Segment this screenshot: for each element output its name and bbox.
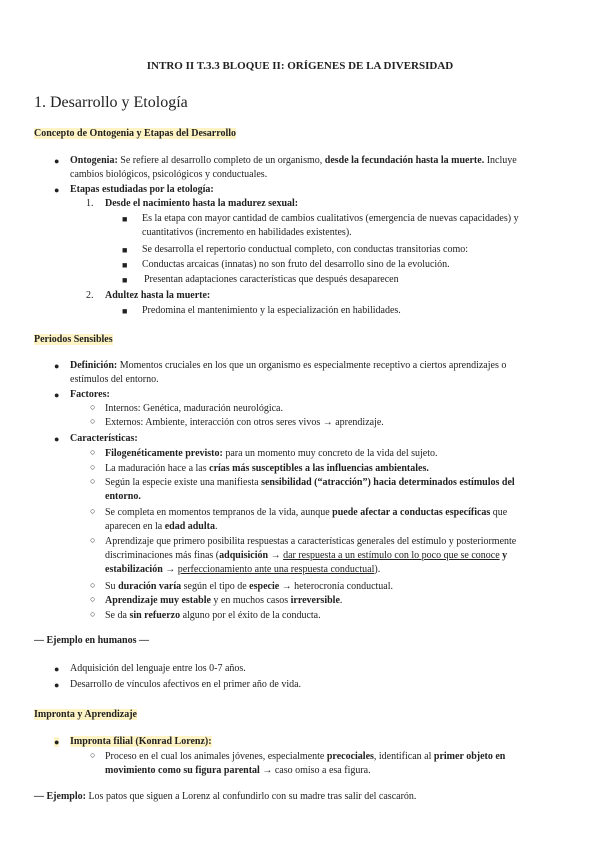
list-number: 2.	[86, 290, 94, 301]
factor-item: Internos: Genética, maduración neurológica.	[105, 403, 283, 414]
bullet-icon: ●	[54, 664, 60, 674]
ontogenia-line-2: cambios biológicos, psicológicos y conductuales.	[70, 169, 268, 180]
etapa1-item: Presentan adaptaciones características que después desaparecen	[144, 274, 399, 285]
bullet-icon: ●	[54, 185, 60, 195]
etapa1-item: Se desarrolla el repertorio conductual completo, con conductas transitorias como:	[142, 244, 469, 255]
section-heading: 1. Desarrollo y Etología	[34, 94, 188, 111]
square-bullet-icon: ■	[122, 306, 128, 316]
circle-bullet-icon: ○	[90, 506, 96, 516]
document-title: INTRO II T.3.3 BLOQUE II: ORÍGENES DE LA DIVERSIDAD	[146, 60, 454, 72]
list-number: 1.	[86, 198, 94, 209]
impronta-ejemplo: — Ejemplo: Los patos que siguen a Lorenz al confundirlo con su madre tras salir del cascarón.	[34, 791, 417, 802]
caracteristica-item-2: discriminaciones más finas (adquisición → dar respuesta a un estímulo con lo poco que se conoce y	[105, 550, 508, 561]
circle-bullet-icon: ○	[90, 609, 96, 619]
caracteristica-item-2: entorno.	[105, 491, 141, 502]
caracteristica-item: Aprendizaje que primero posibilita respuestas a características generales del estímulo y posteriormente	[105, 536, 517, 547]
caracteristica-item: Se completa en momentos tempranos de la vida, aunque puede afectar a conductas específicas que	[105, 507, 508, 518]
definicion-line-2: estímulos del entorno.	[70, 374, 159, 385]
circle-bullet-icon: ○	[90, 416, 96, 426]
caracteristica-item: Se da sin refuerzo alguno por el éxito de la conducta.	[105, 610, 321, 621]
caracteristica-item: Su duración varía según el tipo de especie → heterocronía conductual.	[105, 581, 394, 592]
square-bullet-icon: ■	[122, 245, 128, 255]
square-bullet-icon: ■	[122, 275, 128, 285]
definicion-line: Definición: Momentos cruciales en los que un organismo es especialmente receptivo a ciertos aprendizajes o	[70, 360, 507, 371]
etapa-1: Desde el nacimiento hasta la madurez sexual:	[105, 198, 299, 209]
caracteristica-item: Aprendizaje muy estable y en muchos casos irreversible.	[105, 595, 343, 606]
factores-label: Factores:	[70, 389, 110, 400]
caracteristica-item-2: aparecen en la edad adulta.	[105, 521, 218, 532]
circle-bullet-icon: ○	[90, 447, 96, 457]
ejemplo-item: Desarrollo de vínculos afectivos en el primer año de vida.	[70, 679, 302, 690]
circle-bullet-icon: ○	[90, 535, 96, 545]
etapas-label: Etapas estudiadas por la etología:	[70, 184, 214, 195]
etapa1-item: Conductas arcaicas (innatas) no son fruto del desarrollo sino de la evolución.	[142, 259, 450, 270]
bullet-icon: ●	[54, 390, 60, 400]
ejemplo-humanos-heading: — Ejemplo en humanos —	[34, 635, 150, 646]
bullet-icon: ●	[54, 737, 60, 747]
subheading-impronta: Impronta y Aprendizaje	[34, 709, 137, 720]
etapa2-item: Predomina el mantenimiento y la especialización en habilidades.	[142, 305, 401, 316]
bullet-icon: ●	[54, 361, 60, 371]
factor-item: Externos: Ambiente, interacción con otros seres vivos → aprendizaje.	[105, 417, 384, 428]
subheading-ontogenia: Concepto de Ontogenia y Etapas del Desarrollo	[34, 128, 237, 139]
bullet-icon: ●	[54, 434, 60, 444]
square-bullet-icon: ■	[122, 214, 128, 224]
circle-bullet-icon: ○	[90, 594, 96, 604]
circle-bullet-icon: ○	[90, 476, 96, 486]
caracteristica-item-3: estabilización → perfeccionamiento ante una respuesta conductual).	[105, 564, 381, 575]
etapa1-item-2: cuantitativos (incremento en habilidades existentes).	[142, 227, 352, 238]
impronta-item-2: movimiento como su figura parental → caso omiso a esa figura.	[105, 765, 371, 776]
subheading-periodos: Periodos Sensibles	[34, 334, 113, 345]
circle-bullet-icon: ○	[90, 402, 96, 412]
square-bullet-icon: ■	[122, 260, 128, 270]
ejemplo-item: Adquisición del lenguaje entre los 0-7 años.	[70, 663, 246, 674]
caracteristica-item: Según la especie existe una manifiesta sensibilidad (“atracción”) hacia determinados estímulos del	[105, 477, 515, 488]
circle-bullet-icon: ○	[90, 580, 96, 590]
ontogenia-line: Ontogenia: Se refiere al desarrollo completo de un organismo, desde la fecundación hasta la muerte. Incluye	[70, 155, 517, 166]
caracteristicas-label: Características:	[70, 433, 138, 444]
impronta-label: Impronta filial (Konrad Lorenz):	[70, 736, 212, 747]
etapa1-item: Es la etapa con mayor cantidad de cambios cualitativos (emergencia de nuevas capacidades) y	[142, 213, 519, 224]
etapa-2: Adultez hasta la muerte:	[105, 290, 211, 301]
caracteristica-item: La maduración hace a las crías más susceptibles a las influencias ambientales.	[105, 463, 429, 474]
bullet-icon: ●	[54, 680, 60, 690]
circle-bullet-icon: ○	[90, 750, 96, 760]
bullet-icon: ●	[54, 156, 60, 166]
caracteristica-item: Filogenéticamente previsto: para un momento muy concreto de la vida del sujeto.	[105, 448, 438, 459]
circle-bullet-icon: ○	[90, 462, 96, 472]
impronta-item: Proceso en el cual los animales jóvenes, especialmente precociales, identifican al primer objeto en	[105, 751, 506, 762]
